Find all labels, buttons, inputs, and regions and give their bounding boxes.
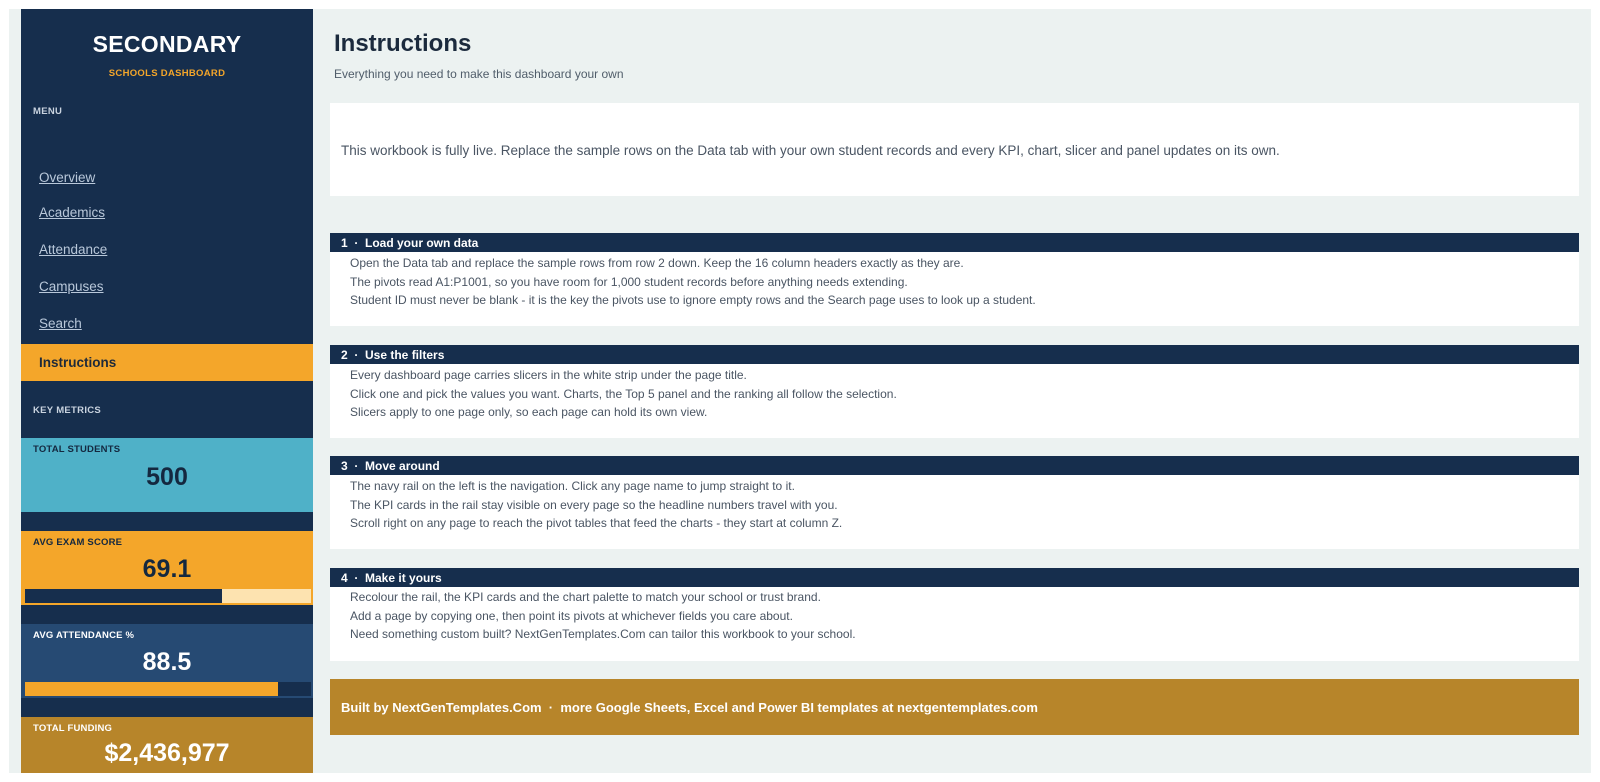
nav-item-academics[interactable]: Academics xyxy=(39,205,106,220)
step-heading: 1 · Load your own data xyxy=(341,236,479,250)
nav-item-attendance[interactable]: Attendance xyxy=(39,242,108,257)
menu-label: MENU xyxy=(33,106,63,117)
nav-item-search[interactable]: Search xyxy=(39,316,82,331)
nav-item-overview[interactable]: Overview xyxy=(39,170,96,185)
step-line: Click one and pick the values you want. Charts, the Top 5 panel and the ranking all follow the selection. xyxy=(350,387,897,401)
kpi-avg-attendance xyxy=(21,624,313,698)
sidebar xyxy=(21,9,313,773)
kpi-progress-bar xyxy=(25,682,311,696)
step-heading: 4 · Make it yours xyxy=(341,571,442,585)
footer-text: Built by NextGenTemplates.Com · more Google Sheets, Excel and Power BI templates at nextgentemplates.com xyxy=(341,700,1038,715)
step-heading-bar xyxy=(330,568,1579,587)
kpi-label: AVG EXAM SCORE xyxy=(33,537,123,548)
step-heading: 3 · Move around xyxy=(341,459,440,473)
step-heading-bar xyxy=(330,345,1579,364)
step-card-load-data xyxy=(330,233,1579,326)
step-line: The KPI cards in the rail stay visible on every page so the headline numbers travel with you. xyxy=(350,498,838,512)
kpi-progress-fill xyxy=(25,589,222,603)
nav-item-campuses[interactable]: Campuses xyxy=(39,279,104,294)
step-line: Add a page by copying one, then point its pivots at whichever fields you care about. xyxy=(350,609,793,623)
step-card-move-around xyxy=(330,456,1579,549)
step-line: Need something custom built? NextGenTemplates.Com can tailor this workbook to your school. xyxy=(350,627,856,641)
footer-banner xyxy=(330,679,1579,735)
kpi-progress-fill xyxy=(25,682,278,696)
nav-item-instructions[interactable] xyxy=(21,344,313,381)
step-line: Every dashboard page carries slicers in the white strip under the page title. xyxy=(350,368,747,382)
kpi-value: 69.1 xyxy=(142,555,192,583)
kpi-total-funding xyxy=(21,717,313,773)
intro-card xyxy=(330,103,1579,196)
kpi-value: 500 xyxy=(146,463,188,491)
step-card-make-it-yours xyxy=(330,568,1579,661)
key-metrics-label: KEY METRICS xyxy=(33,405,102,416)
step-card-filters xyxy=(330,345,1579,438)
brand-title: SECONDARY xyxy=(92,31,242,57)
step-line: Slicers apply to one page only, so each page can hold its own view. xyxy=(350,405,708,419)
kpi-value: $2,436,977 xyxy=(104,739,230,767)
step-heading: 2 · Use the filters xyxy=(341,348,445,362)
step-line: Scroll right on any page to reach the pivot tables that feed the charts - they start at column Z. xyxy=(350,516,843,530)
step-heading-bar xyxy=(330,233,1579,252)
step-line: The pivots read A1:P1001, so you have room for 1,000 student records before anything needs extending. xyxy=(350,275,908,289)
kpi-label: AVG ATTENDANCE % xyxy=(33,630,135,641)
nav-item-label: Instructions xyxy=(39,355,117,370)
step-line: Recolour the rail, the KPI cards and the chart palette to match your school or trust brand. xyxy=(350,590,821,604)
intro-text: This workbook is fully live. Replace the sample rows on the Data tab with your own student records and every KPI, chart, slicer and panel updates on its own. xyxy=(341,143,1280,158)
step-line: Student ID must never be blank - it is the key the pivots use to ignore empty rows and the Search page uses to look up a student. xyxy=(350,293,1036,307)
kpi-total-students xyxy=(21,438,313,512)
step-line: The navy rail on the left is the navigation. Click any page name to jump straight to it. xyxy=(350,479,795,493)
kpi-value: 88.5 xyxy=(142,648,192,676)
kpi-progress-bar xyxy=(25,589,311,603)
page-title: Instructions xyxy=(334,30,472,57)
kpi-label: TOTAL FUNDING xyxy=(33,723,113,734)
kpi-avg-exam-score xyxy=(21,531,313,605)
kpi-label: TOTAL STUDENTS xyxy=(33,444,121,455)
step-heading-bar xyxy=(330,456,1579,475)
step-line: Open the Data tab and replace the sample rows from row 2 down. Keep the 16 column headers exactly as they are. xyxy=(350,256,964,270)
page-subtitle: Everything you need to make this dashboard your own xyxy=(334,67,624,81)
brand-subtitle: SCHOOLS DASHBOARD xyxy=(108,68,226,79)
